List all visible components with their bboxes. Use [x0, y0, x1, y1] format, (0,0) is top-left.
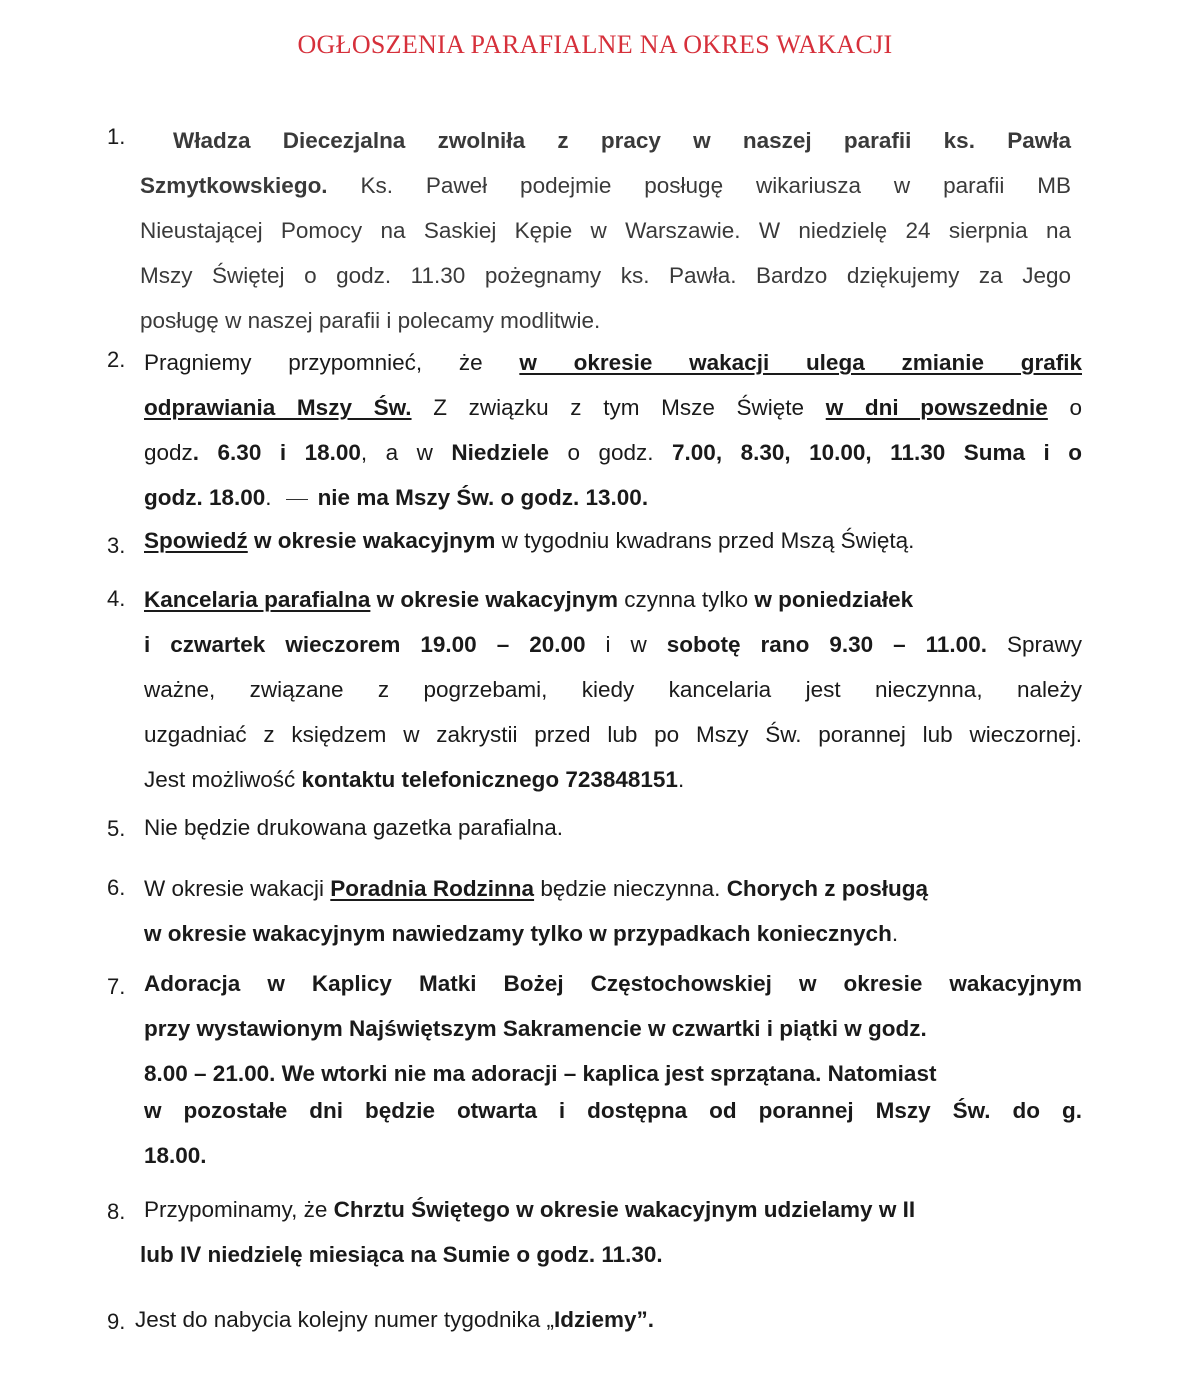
underlined-text: w dni powszednie	[825, 395, 1048, 420]
item-number: 1.	[107, 124, 126, 149]
item-line: w okresie wakacyjnym nawiedzamy tylko w przypadkach koniecznych.	[144, 921, 899, 946]
underlined-text: Kancelaria parafialna	[144, 587, 371, 612]
item-number: 5.	[107, 816, 126, 841]
item-line: lub IV niedzielę miesiąca na Sumie o godz. 11.30.	[140, 1242, 663, 1267]
item-line: Spowiedź w okresie wakacyjnym w tygodniu kwadrans przed Mszą Świętą.	[144, 528, 915, 553]
item-line: Nie będzie drukowana gazetka parafialna.	[144, 815, 564, 840]
item-line: godz. 6.30 i 18.00, a w Niedziele o godz. 7.00, 8.30, 10.00, 11.30 Suma i o	[144, 440, 1082, 465]
item-number: 4.	[107, 586, 126, 611]
item-line: przy wystawionym Najświętszym Sakramencie w czwartki i piątki w godz.	[144, 1016, 927, 1041]
item-line: Jest możliwość kontaktu telefonicznego 723848151.	[144, 767, 685, 792]
item-line	[173, 126, 1071, 156]
item-number: 6.	[107, 875, 126, 900]
underlined-text: Spowiedź	[144, 528, 248, 553]
item-line: Jest do nabycia kolejny numer tygodnika „Idziemy”.	[135, 1307, 655, 1332]
item-line: Mszy Świętej o godz. 11.30 pożegnamy ks. Pawła. Bardzo dziękujemy za Jego	[140, 263, 1071, 288]
item-number: 2.	[107, 347, 126, 372]
item-line: posługę w naszej parafii i polecamy modlitwie.	[140, 308, 601, 333]
item-line: Adoracja w Kaplicy Matki Bożej Częstochowskiej w okresie wakacyjnym	[144, 971, 1082, 996]
item-line: godz. 18.00. nie ma Mszy Św. o godz. 13.00.	[144, 485, 649, 510]
item-number: 7.	[107, 974, 126, 999]
underlined-text: Poradnia Rodzinna	[330, 876, 535, 901]
item-number: 8.	[107, 1199, 126, 1224]
underlined-text: w okresie wakacji ulega zmianie grafik	[519, 350, 1082, 375]
item-line: w pozostałe dni będzie otwarta i dostępna od porannej Mszy Św. do g.	[144, 1098, 1082, 1123]
item-line: ważne, związane z pogrzebami, kiedy kancelaria jest nieczynna, należy	[144, 677, 1082, 702]
item-line: i czwartek wieczorem 19.00 – 20.00 i w sobotę rano 9.30 – 11.00. Sprawy	[144, 632, 1083, 657]
dash-mark	[286, 499, 308, 500]
item-line: Szmytkowskiego. Ks. Paweł podejmie posługę wikariusza w parafii MB	[140, 173, 1071, 198]
item-number: 3.	[107, 533, 126, 558]
page-title: OGŁOSZENIA PARAFIALNE NA OKRES WAKACJI	[297, 30, 893, 59]
bold-text: Władza Diecezjalna zwolniła z pracy w naszej parafii ks. Pawła	[173, 128, 1071, 153]
item-line: uzgadniać z księdzem w zakrystii przed lub po Mszy Św. porannej lub wieczornej.	[144, 722, 1082, 747]
item-line: odprawiania Mszy Św. Z związku z tym Msze Święte w dni powszednie o	[144, 395, 1083, 420]
underlined-text: odprawiania Mszy Św.	[144, 395, 412, 420]
item-number: 9.	[107, 1309, 126, 1334]
item-line: W okresie wakacji Poradnia Rodzinna będzie nieczynna. Chorych z posługą	[144, 876, 928, 901]
item-line: 8.00 – 21.00. We wtorki nie ma adoracji – kaplica jest sprzątana. Natomiast	[144, 1061, 937, 1086]
item-line: Kancelaria parafialna w okresie wakacyjnym czynna tylko w poniedziałek	[144, 587, 914, 612]
item-line: Nieustającej Pomocy na Saskiej Kępie w Warszawie. W niedzielę 24 sierpnia na	[140, 218, 1071, 243]
bold-text: Szmytkowskiego.	[140, 173, 328, 198]
item-line: Przypominamy, że Chrztu Świętego w okresie wakacyjnym udzielamy w II	[144, 1197, 916, 1222]
item-line: 18.00.	[144, 1143, 207, 1168]
item-line: Pragniemy przypomnieć, że w okresie wakacji ulega zmianie grafik	[144, 350, 1082, 375]
